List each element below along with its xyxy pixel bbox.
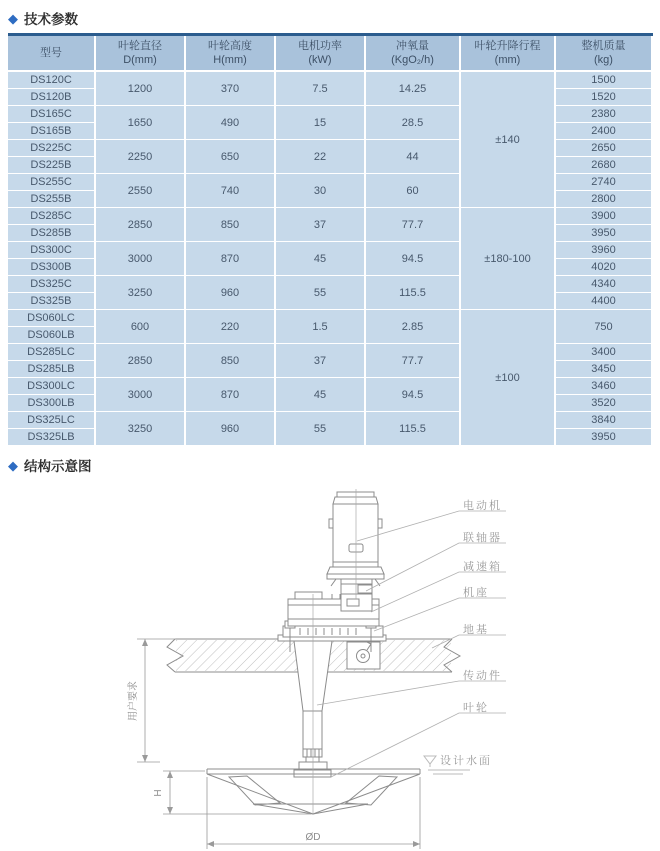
table-row [8,140,652,157]
diameter-cell: 2850 [95,208,185,242]
mass-cell: 2740 [555,174,652,191]
mass-cell: 3520 [555,395,652,412]
power-cell: 55 [275,276,365,310]
mass-cell: 750 [555,310,652,344]
oxygen-cell: 77.7 [365,344,460,378]
oxygen-cell: 60 [365,174,460,208]
mass-cell: 3400 [555,344,652,361]
table-row [8,106,652,123]
mass-cell: 3450 [555,361,652,378]
diameter-cell: 2550 [95,174,185,208]
height-cell: 490 [185,106,275,140]
diameter-cell: 2850 [95,344,185,378]
stroke-cell: ±140 [460,71,555,208]
column-header: 叶轮直径 D(mm) [95,35,185,72]
dimension-user-requirement [126,639,176,762]
diagram-label-coupling: 联轴器 [463,532,502,544]
mass-cell: 1520 [555,89,652,106]
power-cell: 30 [275,174,365,208]
model-cell: DS165C [8,106,95,123]
diagram-label-impeller: 叶轮 [463,702,489,714]
oxygen-cell: 44 [365,140,460,174]
power-cell: 37 [275,344,365,378]
column-header: 整机质量 (kg) [555,35,652,72]
spec-table [8,33,653,446]
height-cell: 870 [185,378,275,412]
table-row [8,242,652,259]
model-cell: DS060LB [8,327,95,344]
water-level-symbol [424,753,492,774]
model-cell: DS225C [8,140,95,157]
motor [327,492,384,586]
table-row [8,310,652,327]
diagram-label-gearbox: 减速箱 [463,561,502,573]
diagram-label-driveshaft: 传动件 [463,670,502,682]
height-cell: 960 [185,276,275,310]
dimension-user-label: 用户要求 [128,681,139,721]
mass-cell: 4020 [555,259,652,276]
mass-cell: 4400 [555,293,652,310]
height-cell: 850 [185,208,275,242]
power-cell: 7.5 [275,71,365,106]
model-cell: DS285LC [8,344,95,361]
diamond-bullet-icon: ◆ [8,457,18,473]
water-level-label: 设计水面 [440,755,492,767]
model-cell: DS225B [8,157,95,174]
mass-cell: 2380 [555,106,652,123]
section-heading-structure [8,455,660,475]
mass-cell: 4340 [555,276,652,293]
model-cell: DS255C [8,174,95,191]
section-title: 技术参数 [24,12,78,27]
column-header: 型号 [8,35,95,72]
mass-cell: 1500 [555,71,652,89]
height-cell: 870 [185,242,275,276]
aerator-schematic [0,480,660,851]
model-cell: DS165B [8,123,95,140]
model-cell: DS255B [8,191,95,208]
power-cell: 15 [275,106,365,140]
power-cell: 55 [275,412,365,446]
height-cell: 740 [185,174,275,208]
stroke-cell: ±100 [460,310,555,446]
column-header: 叶轮升降行程 (mm) [460,35,555,72]
mass-cell: 3960 [555,242,652,259]
table-row [8,412,652,429]
table-row [8,344,652,361]
mass-cell: 2650 [555,140,652,157]
section-title: 结构示意图 [24,459,92,474]
model-cell: DS060LC [8,310,95,327]
table-row [8,71,652,89]
mass-cell: 3950 [555,429,652,446]
table-row [8,208,652,225]
diameter-cell: 3000 [95,378,185,412]
coupling [341,579,372,611]
height-cell: 370 [185,71,275,106]
oxygen-cell: 77.7 [365,208,460,242]
table-header-row [8,35,652,72]
model-cell: DS300C [8,242,95,259]
power-cell: 45 [275,242,365,276]
diameter-cell: 3000 [95,242,185,276]
oxygen-cell: 28.5 [365,106,460,140]
mass-cell: 3460 [555,378,652,395]
power-cell: 37 [275,208,365,242]
diagram-label-motor: 电动机 [463,500,502,512]
oxygen-cell: 94.5 [365,378,460,412]
model-cell: DS325B [8,293,95,310]
model-cell: DS300LC [8,378,95,395]
column-header: 电机功率 (kW) [275,35,365,72]
oxygen-cell: 115.5 [365,412,460,446]
table-row [8,378,652,395]
height-cell: 850 [185,344,275,378]
power-cell: 1.5 [275,310,365,344]
model-cell: DS120B [8,89,95,106]
diameter-cell: 3250 [95,276,185,310]
oxygen-cell: 94.5 [365,242,460,276]
model-cell: DS325LC [8,412,95,429]
mass-cell: 3900 [555,208,652,225]
dimension-d-label: ØD [305,832,321,843]
power-cell: 22 [275,140,365,174]
model-cell: DS120C [8,71,95,89]
column-header: 叶轮高度 H(mm) [185,35,275,72]
table-row [8,276,652,293]
model-cell: DS300LB [8,395,95,412]
mass-cell: 2800 [555,191,652,208]
oxygen-cell: 2.85 [365,310,460,344]
model-cell: DS325C [8,276,95,293]
model-cell: DS325LB [8,429,95,446]
diameter-cell: 2250 [95,140,185,174]
oxygen-cell: 14.25 [365,71,460,106]
height-cell: 960 [185,412,275,446]
diameter-cell: 1650 [95,106,185,140]
model-cell: DS285C [8,208,95,225]
oxygen-cell: 115.5 [365,276,460,310]
diagram-label-base: 机座 [463,587,489,599]
mass-cell: 2400 [555,123,652,140]
model-cell: DS285B [8,225,95,242]
diameter-cell: 600 [95,310,185,344]
diagram-label-foundation: 地基 [463,624,489,636]
height-cell: 220 [185,310,275,344]
diameter-cell: 3250 [95,412,185,446]
stroke-cell: ±180-100 [460,208,555,310]
mass-cell: 2680 [555,157,652,174]
power-cell: 45 [275,378,365,412]
section-heading-parameters [8,8,660,28]
height-cell: 650 [185,140,275,174]
dimension-h-label: H [153,789,164,797]
diameter-cell: 1200 [95,71,185,106]
diamond-bullet-icon: ◆ [8,10,18,26]
mass-cell: 3840 [555,412,652,429]
mass-cell: 3950 [555,225,652,242]
model-cell: DS300B [8,259,95,276]
dimension-h [153,771,311,814]
model-cell: DS285LB [8,361,95,378]
structure-diagram [0,480,660,851]
column-header: 冲氧量 (KgO₂/h) [365,35,460,72]
table-row [8,174,652,191]
